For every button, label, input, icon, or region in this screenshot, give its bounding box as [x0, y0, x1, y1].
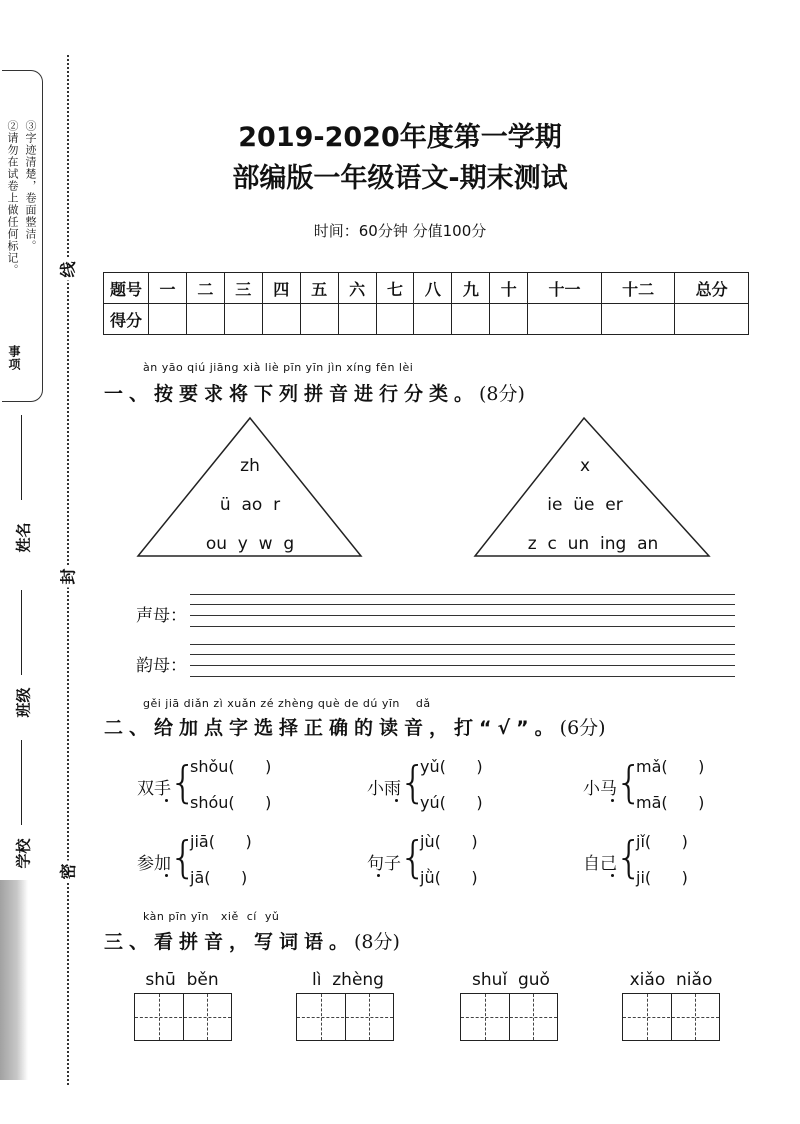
- q2-option[interactable]: ji( ): [636, 868, 688, 887]
- seal-mark-mi: 密: [56, 861, 79, 883]
- q2-word: 句子: [367, 854, 401, 874]
- q3-score: (8分): [354, 931, 400, 953]
- shengmu-label: 声母：: [136, 606, 187, 626]
- class-field-label: 班级: [14, 687, 33, 718]
- q3-writing-grid[interactable]: [622, 993, 720, 1041]
- score-cell[interactable]: [414, 304, 452, 335]
- brace-icon: {: [615, 757, 643, 808]
- score-header-cell: 六: [338, 273, 376, 304]
- q2-word: 双手: [137, 779, 171, 799]
- emphasis-dot: [395, 799, 398, 802]
- left-tri-row2: ü ao r: [219, 495, 281, 515]
- shengmu-writing-lines[interactable]: [190, 594, 735, 626]
- q3-writing-grid[interactable]: [296, 993, 394, 1041]
- score-header-cell: 十一: [528, 273, 602, 304]
- school-field-label: 学校: [14, 838, 33, 869]
- q2-option[interactable]: yǔ( ): [420, 757, 483, 776]
- score-row-label: 得分: [104, 304, 149, 335]
- score-cell[interactable]: [675, 304, 749, 335]
- score-header-cell: 二: [186, 273, 224, 304]
- score-header-cell: 十: [490, 273, 528, 304]
- brace-icon: {: [615, 832, 643, 883]
- left-tri-row3: ou y w g: [205, 534, 295, 554]
- q2-option[interactable]: shǒu( ): [190, 757, 272, 776]
- q2-item: [367, 832, 537, 894]
- q2-item: [137, 832, 317, 894]
- q2-pinyin: gěi jiā diǎn zì xuǎn zé zhèng què de dú yīn dǎ: [143, 697, 431, 710]
- right-tri-row3: z c un ing an: [527, 534, 659, 554]
- score-cell[interactable]: [601, 304, 675, 335]
- q1-score: (8分): [479, 383, 525, 405]
- notice-line-2: ②请勿在试卷上做任何标记。: [6, 120, 19, 276]
- score-header-cell: 十二: [601, 273, 675, 304]
- time-info: 时间：60分钟 分值100分: [313, 222, 487, 240]
- q3-word-pinyin: xiǎo niǎo: [629, 970, 713, 990]
- q2-title: 二、给加点字选择正确的读音，打“√”。: [104, 717, 560, 739]
- left-tri-row1: zh: [240, 456, 260, 476]
- score-header-cell: 八: [414, 273, 452, 304]
- score-header-cell: 三: [224, 273, 262, 304]
- score-header-cell: 七: [376, 273, 414, 304]
- score-header-cell: 九: [452, 273, 490, 304]
- score-header-cell: 五: [300, 273, 338, 304]
- q2-score: (6分): [559, 717, 606, 739]
- q1-title: 一、按要求将下列拼音进行分类。: [104, 383, 480, 405]
- name-field-line: [21, 415, 22, 500]
- score-cell[interactable]: [262, 304, 300, 335]
- q2-option[interactable]: mā( ): [636, 793, 705, 812]
- q2-item: [583, 757, 753, 819]
- emphasis-dot: [165, 874, 168, 877]
- score-header-cell: 总分: [675, 273, 749, 304]
- q3-heading: [104, 927, 400, 954]
- q3-pinyin: kàn pīn yīn xiě cí yǔ: [143, 910, 280, 923]
- brace-icon: {: [169, 832, 197, 883]
- q2-heading: [104, 713, 606, 740]
- q2-option[interactable]: shóu( ): [190, 793, 272, 812]
- q2-word: 自己: [583, 854, 617, 874]
- brace-icon: {: [399, 757, 427, 808]
- q1-heading: [104, 379, 525, 406]
- q2-option[interactable]: jǐ( ): [636, 832, 688, 851]
- notice-line-3: ③字迹清楚，卷面整洁。: [24, 120, 37, 252]
- scan-shadow: [0, 880, 28, 1080]
- yunmu-writing-lines[interactable]: [190, 644, 735, 676]
- q2-word: 小马: [583, 779, 617, 799]
- q2-item: [367, 757, 537, 819]
- brace-icon: {: [399, 832, 427, 883]
- q2-option[interactable]: jù( ): [420, 832, 478, 851]
- notice-heading: 事项: [7, 345, 21, 371]
- emphasis-dot: [165, 799, 168, 802]
- emphasis-dot: [611, 799, 614, 802]
- score-table-score-row: [104, 304, 749, 335]
- score-header-cell: 四: [262, 273, 300, 304]
- q3-title: 三、看拼音，写词语。: [104, 931, 355, 953]
- q2-option[interactable]: mǎ( ): [636, 757, 705, 776]
- right-tri-row2: ie üe er: [547, 495, 623, 515]
- seal-mark-feng: 封: [56, 566, 79, 588]
- score-table: [103, 272, 749, 335]
- q3-writing-grid[interactable]: [460, 993, 558, 1041]
- emphasis-dot: [377, 874, 380, 877]
- score-cell[interactable]: [376, 304, 414, 335]
- q2-word: 参加: [137, 854, 171, 874]
- score-cell[interactable]: [528, 304, 602, 335]
- q1-pinyin: àn yāo qiú jiāng xià liè pīn yīn jìn xíng fēn lèi: [143, 361, 414, 374]
- q2-item: [137, 757, 317, 819]
- score-header-cell: 一: [149, 273, 187, 304]
- seal-mark-line: 线: [56, 259, 79, 281]
- q2-word: 小雨: [367, 779, 401, 799]
- q2-option[interactable]: jiā( ): [190, 832, 252, 851]
- right-tri-row1: x: [579, 456, 591, 476]
- score-cell[interactable]: [149, 304, 187, 335]
- score-cell[interactable]: [490, 304, 528, 335]
- q2-item: [583, 832, 753, 894]
- score-cell[interactable]: [186, 304, 224, 335]
- school-field-line: [21, 740, 22, 825]
- brace-icon: {: [169, 757, 197, 808]
- emphasis-dot: [611, 874, 614, 877]
- q2-option[interactable]: jǜ( ): [420, 868, 478, 887]
- q3-word-pinyin: shū běn: [145, 970, 219, 990]
- title-line-2: 部编版一年级语文-期末测试: [232, 163, 568, 194]
- yunmu-label: 韵母：: [136, 656, 187, 676]
- score-table-header-row: [104, 273, 749, 304]
- q2-option[interactable]: jā( ): [190, 868, 248, 887]
- title-line-1: 2019-2020年度第一学期: [238, 122, 562, 153]
- q2-option[interactable]: yú( ): [420, 793, 483, 812]
- score-cell[interactable]: [224, 304, 262, 335]
- score-cell[interactable]: [452, 304, 490, 335]
- q3-word-pinyin: shuǐ guǒ: [472, 970, 550, 990]
- name-field-label: 姓名: [14, 522, 33, 553]
- q3-writing-grid[interactable]: [134, 993, 232, 1041]
- score-header-cell: 题号: [104, 273, 149, 304]
- class-field-line: [21, 590, 22, 675]
- score-cell[interactable]: [338, 304, 376, 335]
- q3-word-pinyin: lì zhèng: [312, 970, 384, 990]
- score-cell[interactable]: [300, 304, 338, 335]
